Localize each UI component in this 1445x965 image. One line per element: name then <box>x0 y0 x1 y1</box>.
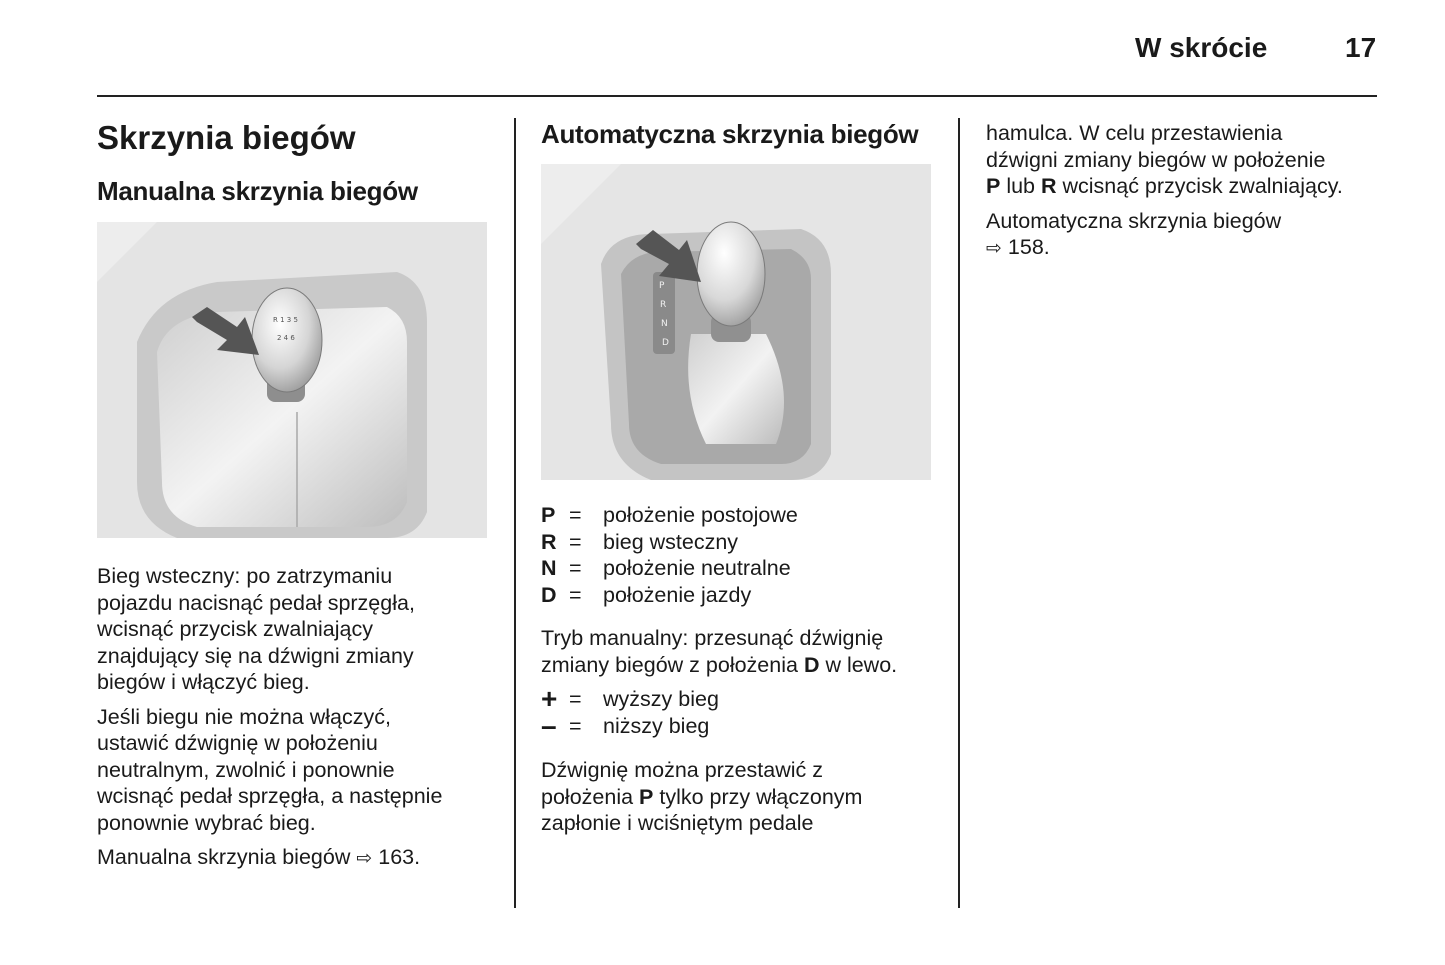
brake-continuation-paragraph: hamulca. W celu przestawienia dźwigni zmiany biegów w położenie P lub R wcisnąć przycisk zwalniający. <box>986 121 1343 198</box>
gate-indicator-strip <box>653 272 675 354</box>
subsection-heading-manual: Manualna skrzynia biegów <box>97 176 418 206</box>
automatic-text-block <box>541 502 951 837</box>
minus-icon: – <box>541 709 557 741</box>
manual-gearbox-xref[interactable]: Manualna skrzynia biegów ⇨ 163. <box>97 845 421 869</box>
column-continuation <box>986 120 1386 263</box>
subsection-heading-automatic: Automatyczna skrzynia biegów <box>541 119 919 149</box>
header-rule <box>97 95 1377 97</box>
gate-label-d: D <box>662 338 669 348</box>
xref-arrow-icon: ⇨ <box>356 848 373 869</box>
knob-pattern-bottom: 2 4 6 <box>277 334 295 342</box>
manual-gear-lever-illustration <box>97 222 487 538</box>
column-manual-gearbox <box>97 118 497 207</box>
shift-from-park-paragraph: Dźwignię można przestawić z położenia P tylko przy włączonym zapłonie i wciśniętym pedale <box>541 758 863 835</box>
gate-label-r: R <box>660 300 667 310</box>
reverse-gear-paragraph: Bieg wsteczny: po zatrzymaniu pojazdu nacisnąć pedał sprzęgła, wcisnąć przycisk zwalniający znajdujący się na dźwigni zmiany biegów i włączyć bieg. <box>97 564 415 694</box>
manual-text-block <box>97 563 507 873</box>
page-number: 17 <box>1345 32 1377 63</box>
page-header-title: W skrócie <box>1135 32 1268 63</box>
xref-arrow-icon: ⇨ <box>986 238 1002 259</box>
gear-position-legend <box>541 502 951 608</box>
legend-row-d: D = położenie jazdy <box>541 582 752 607</box>
knob-pattern-top: R 1 3 5 <box>273 316 298 324</box>
column-automatic-gearbox <box>541 118 941 150</box>
automatic-gear-lever-illustration <box>541 164 931 480</box>
shift-legend <box>541 683 951 741</box>
column-divider-2 <box>958 118 960 908</box>
gate-label-p: P <box>659 281 665 291</box>
column-divider-1 <box>514 118 516 908</box>
manual-mode-paragraph: Tryb manualny: przesunąć dźwignię zmiany biegów z położenia D w lewo. <box>541 626 898 677</box>
automatic-gearbox-xref[interactable]: Automatyczna skrzynia biegów ⇨ 158. <box>986 208 1282 259</box>
gate-label-n: N <box>661 319 668 329</box>
legend-row-p: P = położenie postojowe <box>541 503 798 527</box>
gear-not-engaging-paragraph: Jeśli biegu nie można włączyć, ustawić dźwignię w położeniu neutralnym, zwolnić i ponownie wcisnąć pedał sprzęgła, a następnie ponownie wybrać bieg. <box>97 704 443 835</box>
plus-icon: + <box>541 683 558 714</box>
section-heading: Skrzynia biegów <box>97 119 356 156</box>
legend-row-r: R = bieg wsteczny <box>541 529 739 554</box>
legend-row-plus: + = wyższy bieg <box>541 683 719 714</box>
legend-row-n: N = położenie neutralne <box>541 556 791 580</box>
legend-row-minus: – = niższy bieg <box>541 709 710 741</box>
